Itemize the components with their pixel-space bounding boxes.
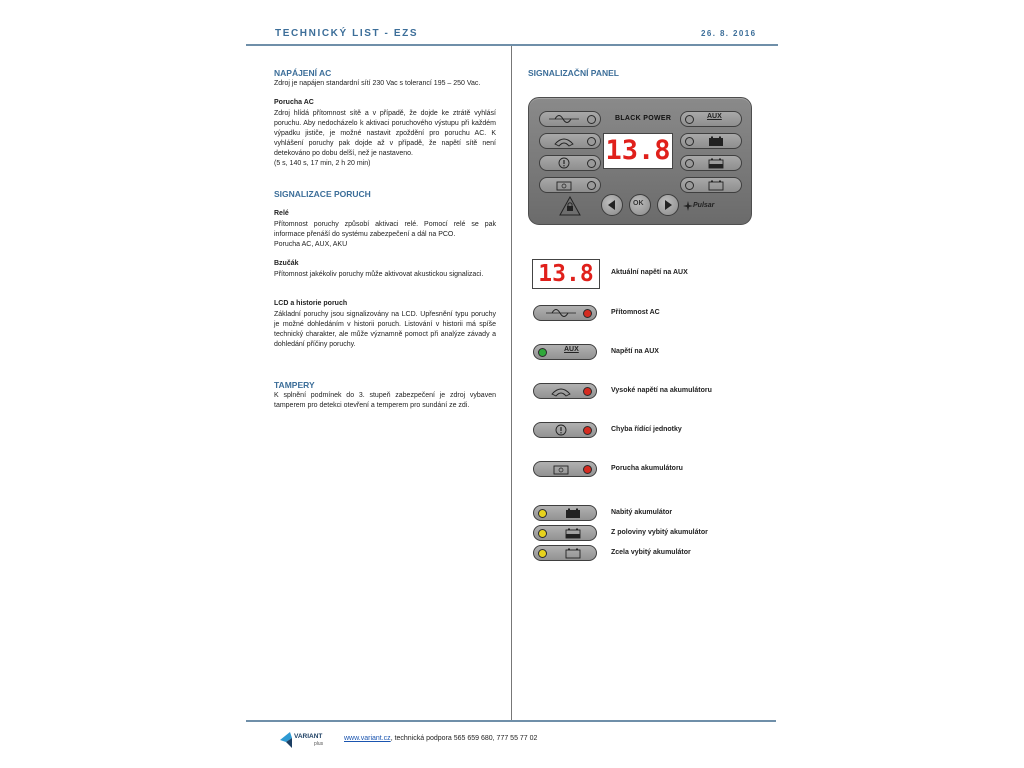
legend-aux-button [533, 344, 597, 360]
battery-full-icon [556, 506, 590, 520]
legend-led [538, 348, 547, 357]
legend-ac-button [533, 305, 597, 321]
heading-signalizacni-panel: SIGNALIZAČNÍ PANEL [528, 68, 619, 78]
header-rule [246, 44, 778, 46]
tampery-text: K splnění podmínek do 3. stupeň zabezpečení je zdroj vybaven tamperem pro detekci otevření a temperem pro sundání ze zdi. [274, 392, 496, 409]
heading-porucha-ac: Porucha AC [274, 99, 314, 106]
legend-label: Přítomnost AC [611, 309, 660, 316]
heading-signalizace-poruch: SIGNALIZACE PORUCH [274, 189, 371, 199]
rele-list: Porucha AC, AUX, AKU [274, 241, 348, 248]
legend-led [583, 465, 592, 474]
arrow-left-icon [602, 195, 622, 215]
variant-logo-text: VARIANT [294, 733, 323, 740]
legend-gauge-button [533, 383, 597, 399]
exclamation-icon [547, 156, 581, 170]
right-arrow-button [657, 194, 679, 216]
battery-full-icon [699, 134, 733, 148]
rele-text: Přítomnost poruchy způsobí aktivaci relé. Pomocí relé se pak informace přenáší do systému zabezpečení a dál na PCO. [274, 221, 496, 238]
lcd-text: Základní poruchy jsou signalizovány na LCD. Upřesnění typu poruchy je možné dohledáním v historii poruch. Listování v historii má spíše technický charakter, ale může významně pomoct při analýze závady a dohledání příčiny poruchy. [274, 311, 496, 348]
panel-led [587, 137, 596, 146]
panel-display-value: 13.8 [605, 135, 671, 166]
legend-label: Porucha akumulátoru [611, 465, 683, 472]
panel-battery-fault-button [539, 177, 601, 193]
porucha-ac-text: Zdroj hlídá přítomnost sítě a v případě, že dojde ke ztrátě vyhlásí poruchu. Aby nedocházelo k aktivaci poruchového výstupu při každém výpadku jističe, je možné nastavit zpoždění pro poruchu AC. K vyhlášení poruchy pak dojde až v případě, že napětí sítě není detekováno po dobu delší, než je nastaveno. [274, 110, 496, 157]
left-arrow-button [601, 194, 623, 216]
legend-led [538, 509, 547, 518]
panel-battery-full-button [680, 133, 742, 149]
panel-led [685, 159, 694, 168]
aux-icon: AUX [564, 346, 579, 353]
pulsar-logo-icon [683, 201, 693, 211]
legend-battery-full-button [533, 505, 597, 521]
battery-fault-icon [544, 462, 578, 476]
panel-fault-button [539, 155, 601, 171]
legend-label: Napětí na AUX [611, 348, 659, 355]
battery-empty-icon [556, 546, 590, 560]
legend-battery-empty-button [533, 545, 597, 561]
legend-led [538, 549, 547, 558]
document-date: 26. 8. 2016 [701, 29, 757, 38]
legend-label: Zcela vybitý akumulátor [611, 549, 691, 556]
panel-display [603, 133, 673, 169]
battery-fault-icon [547, 178, 581, 192]
legend-led [583, 426, 592, 435]
column-divider [511, 46, 512, 721]
battery-half-icon [699, 156, 733, 170]
aux-icon: AUX [707, 113, 722, 120]
footer-contact [344, 735, 537, 742]
panel-led [685, 181, 694, 190]
panel-battery-half-button [680, 155, 742, 171]
lock-icon [559, 196, 581, 216]
website-link[interactable]: www.variant.cz [344, 735, 391, 742]
battery-empty-icon [699, 178, 733, 192]
panel-led [587, 181, 596, 190]
legend-label: Nabitý akumulátor [611, 509, 673, 516]
legend-label: Aktuální napětí na AUX [611, 269, 688, 276]
legend-battery-fault-button [533, 461, 597, 477]
porucha-ac-times: (5 s, 140 s, 17 min, 2 h 20 min) [274, 160, 371, 167]
footer-rule [246, 720, 776, 722]
panel-led [587, 115, 596, 124]
ok-button [629, 194, 651, 216]
panel-aux-button [680, 111, 742, 127]
panel-led [685, 137, 694, 146]
legend-led [583, 387, 592, 396]
panel-led [587, 159, 596, 168]
heading-lcd: LCD a historie poruch [274, 300, 348, 307]
panel-led [685, 115, 694, 124]
heading-rele: Relé [274, 210, 289, 217]
gauge-icon [544, 384, 578, 398]
legend-led [538, 529, 547, 538]
bzucak-text: Přítomnost jakékoliv poruchy může aktivovat akustickou signalizaci. [274, 271, 484, 278]
ok-label: OK [633, 200, 644, 207]
variant-logo-sub: plus [314, 741, 324, 747]
ac-sine-icon [547, 112, 581, 126]
pulsar-logo: Pulsar [693, 202, 715, 209]
napajeni-text: Zdroj je napájen standardní sítí 230 Vac s tolerancí 195 – 250 Vac. [274, 80, 481, 87]
gauge-icon [547, 134, 581, 148]
legend-display-value: 13.8 [538, 261, 594, 287]
legend-label: Vysoké napětí na akumulátoru [611, 387, 712, 394]
panel-battery-empty-button [680, 177, 742, 193]
support-contact: , technická podpora 565 659 680, 777 55 77 02 [390, 735, 538, 742]
ac-sine-icon [544, 306, 578, 320]
legend-label: Chyba řídící jednotky [611, 426, 682, 433]
document-title: TECHNICKÝ LIST - EZS [275, 28, 419, 39]
panel-brand: BLACK POWER [615, 115, 672, 122]
legend-battery-half-button [533, 525, 597, 541]
heading-bzucak: Bzučák [274, 260, 299, 267]
legend-display [532, 259, 600, 289]
legend-fault-button [533, 422, 597, 438]
exclamation-icon [544, 423, 578, 437]
legend-led [583, 309, 592, 318]
heading-tampery: TAMPERY [274, 380, 315, 390]
panel-gauge-button [539, 133, 601, 149]
panel-ac-button [539, 111, 601, 127]
battery-half-icon [556, 526, 590, 540]
legend-label: Z poloviny vybitý akumulátor [611, 529, 708, 536]
heading-napajeni-ac: NAPÁJENÍ AC [274, 68, 332, 78]
signal-panel [528, 97, 752, 225]
arrow-right-icon [658, 195, 678, 215]
